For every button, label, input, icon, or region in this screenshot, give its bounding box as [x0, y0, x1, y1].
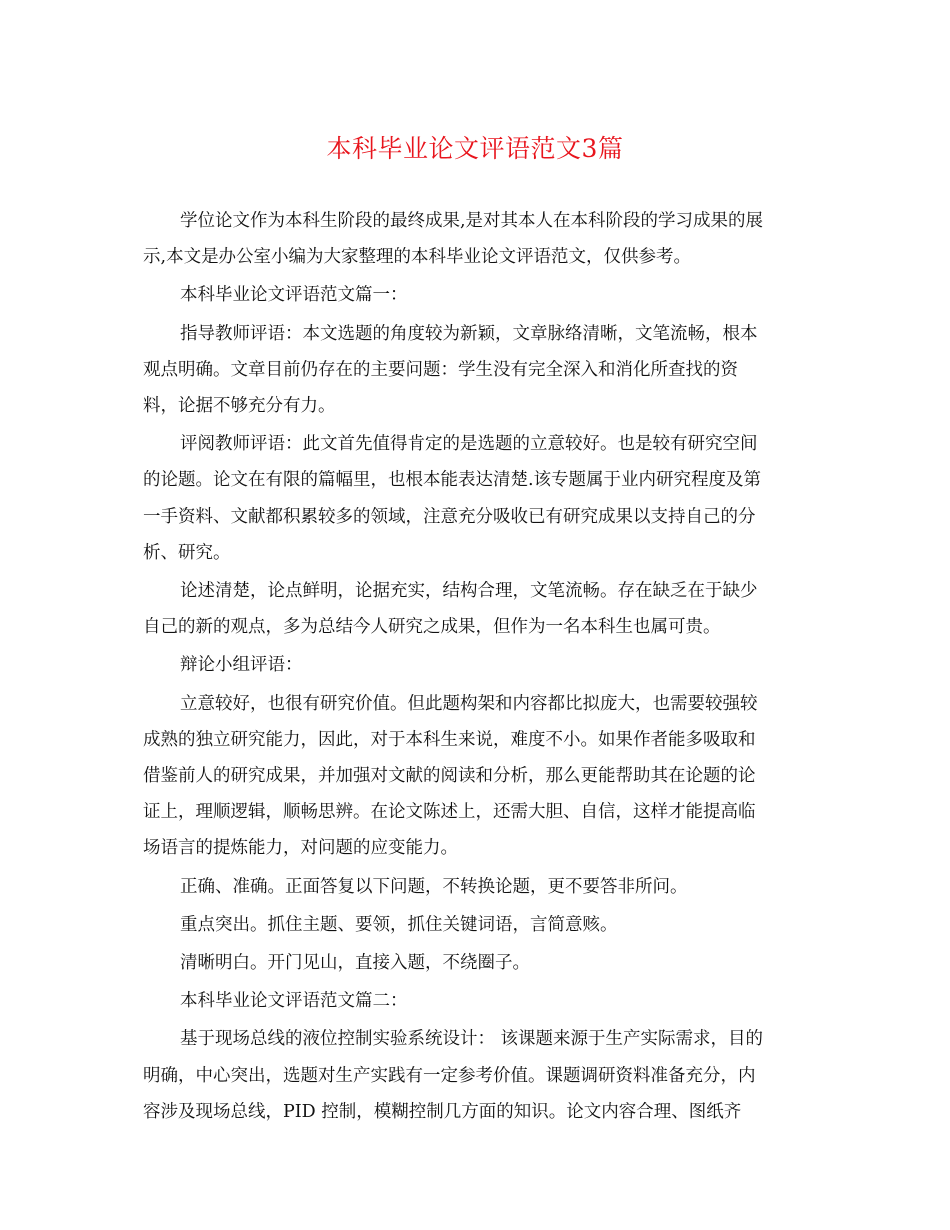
paragraph-line: 正确、准确。正面答复以下问题，不转换论题，更不要答非所问。	[180, 876, 688, 897]
paragraph	[143, 316, 809, 425]
paragraph-line: 的论题。论文在有限的篇幅里，也根本能表达清楚.该专题属于业内研究程度及第	[143, 470, 762, 491]
paragraph-line: 析、研究。	[143, 542, 231, 563]
paragraph-line: 指导教师评语：本文选题的角度较为新颖，文章脉络清晰，文笔流畅，根本	[180, 323, 758, 344]
paragraph-line: 成熟的独立研究能力，因此，对于本科生来说，难度不小。如果作者能多吸取和	[143, 729, 756, 750]
paragraph-line: 论述清楚，论点鲜明，论据充实，结构合理，文笔流畅。存在缺乏在于缺少	[180, 581, 758, 602]
paragraph	[143, 686, 809, 867]
paragraph-line: 基于现场总线的液位控制实验系统设计： 该课题来源于生产实际需求，目的	[180, 1029, 764, 1050]
paragraph-line: 重点突出。抓住主题、要领，抓住关键词语，言简意赅。	[180, 914, 618, 935]
paragraph	[143, 869, 809, 905]
paragraph	[143, 203, 809, 275]
paragraph-line: 一手资料、文献都积累较多的领域，注意充分吸收已有研究成果以支持自己的分	[143, 506, 756, 527]
paragraph	[143, 277, 809, 313]
paragraph-line: 辩论小组评语：	[180, 655, 303, 676]
paragraph	[143, 945, 809, 981]
paragraph-line: 评阅教师评语：此文首先值得肯定的是选题的立意较好。也是较有研究空间	[180, 434, 758, 455]
paragraph-line: 证上，理顺逻辑，顺畅思辨。在论文陈述上，还需大胆、自信，这样才能提高临	[143, 802, 756, 823]
paragraph-line: 观点明确。文章目前仍存在的主要问题：学生没有完全深入和消化所查找的资	[143, 359, 738, 380]
paragraph-line: 学位论文作为本科生阶段的最终成果,是对其本人在本科阶段的学习成果的展	[180, 211, 764, 231]
document-title: 本科毕业论文评语范文3篇	[326, 134, 624, 163]
paragraph	[143, 983, 809, 1019]
paragraph-line: 本科毕业论文评语范文篇一：	[180, 285, 408, 306]
paragraph-line: 清晰明白。开门见山，直接入题，不绕圈子。	[180, 953, 530, 974]
document-body	[143, 203, 809, 1132]
paragraph	[143, 647, 809, 683]
paragraph	[143, 426, 809, 571]
paragraph-line: 明确，中心突出，选题对生产实践有一定参考价值。课题调研资料准备充分，内	[143, 1065, 756, 1086]
paragraph-line: 场语言的提炼能力，对问题的应变能力。	[143, 838, 458, 859]
paragraph-line: 立意较好，也很有研究价值。但此题构架和内容都比拟庞大，也需要较强较	[180, 693, 758, 714]
paragraph-line: 本科毕业论文评语范文篇二：	[180, 991, 408, 1012]
paragraph-line: 容涉及现场总线，PID 控制，模糊控制几方面的知识。论文内容合理、图纸齐	[143, 1101, 742, 1122]
paragraph	[143, 907, 809, 943]
paragraph-line: 自己的新的观点，多为总结今人研究之成果，但作为一名本科生也属可贵。	[143, 617, 721, 638]
paragraph	[143, 1021, 809, 1130]
paragraph	[143, 573, 809, 645]
paragraph-line: 料，论据不够充分有力。	[143, 396, 336, 417]
paragraph-line: 借鉴前人的研究成果，并加强对文献的阅读和分析，那么更能帮助其在论题的论	[143, 766, 756, 787]
paragraph-line: 示,本文是办公室小编为大家整理的本科毕业论文评语范文，仅供参考。	[143, 247, 692, 268]
